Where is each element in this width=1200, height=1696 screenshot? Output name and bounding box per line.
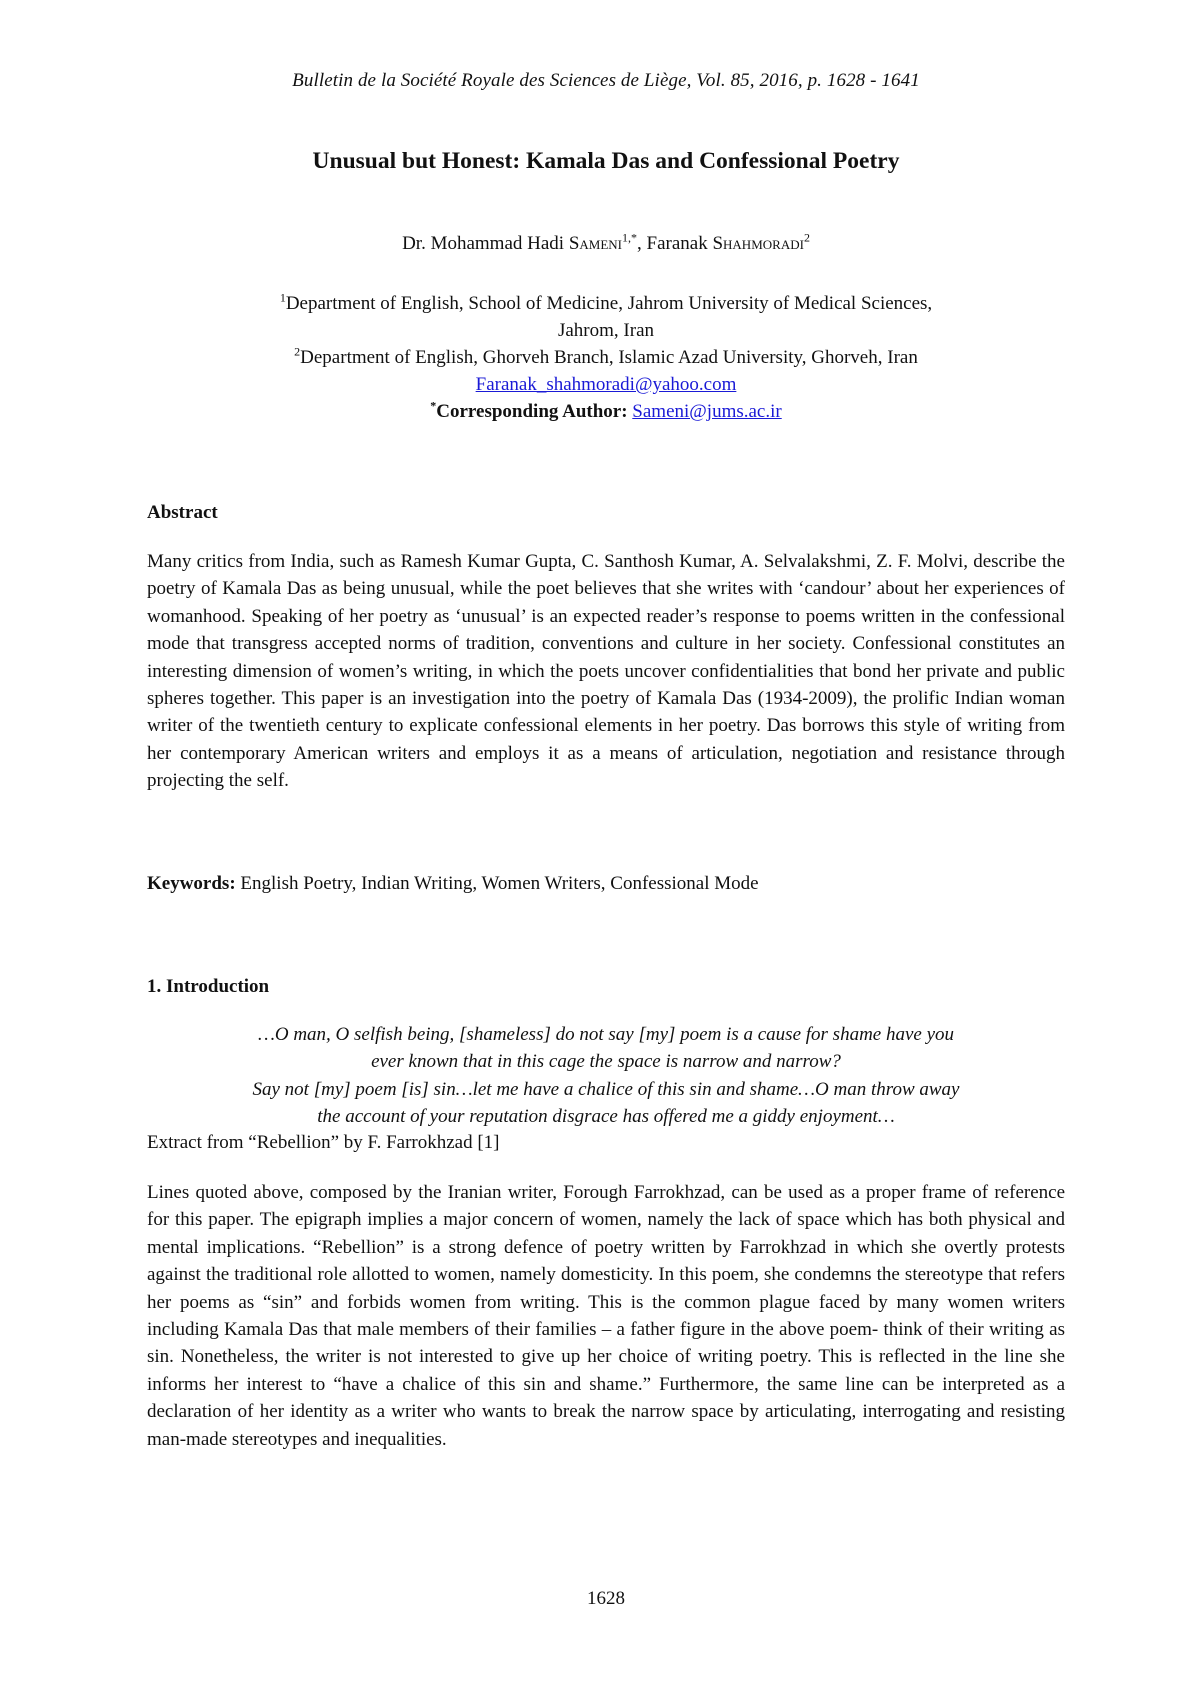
paper-title: Unusual but Honest: Kamala Das and Confessional Poetry [312,148,900,174]
paper-page [147,0,1065,1696]
author1-surname: Sameni [568,233,623,254]
epigraph-line-4: the account of your reputation disgrace has offered me a giddy enjoyment… [317,1106,895,1128]
affiliations [147,290,1065,425]
keywords [147,873,1065,895]
affiliation-1 [147,290,1065,317]
affiliation-2-mark: 2 [294,344,301,359]
affiliation-1-mark: 1 [279,290,286,305]
abstract-heading: Abstract [147,502,218,523]
corresponding-author-label: Corresponding Author: [436,401,628,422]
affiliation-1-line2: Jahrom, Iran [557,320,655,341]
abstract-text: Many critics from India, such as Ramesh Kumar Gupta, C. Santhosh Kumar, A. Selvalakshmi, Z. F. Molvi, describe the poetry of Kamala Das as being unusual, while the poet believes that she writes with ‘candour’ about her experiences of womanhood. Speaking of her poetry as ‘unusual’ is an expected reader’s response to poems written in the confessional mode that transgress accepted norms of tradition, conventions and culture in her society. Confessional constitutes an interesting dimension of women’s writing, in which the poets uncover confidentialities that bond her private and public spheres together. This paper is an investigation into the poetry of Kamala Das (1934-2009), the prolific Indian woman writer of the twentieth century to explicate confessional elements in her poetry. Das borrows this style of writing from her contemporary American writers and employs it as a means of articulation, negotiation and resistance through projecting the self. [147,551,1065,792]
epigraph-line-3: Say not [my] poem [is] sin…let me have a chalice of this sin and shame…O man throw away [252,1078,960,1100]
corresponding-author [147,398,1065,425]
affiliation-2-text: Department of English, Ghorveh Branch, Islamic Azad University, Ghorveh, Iran [300,347,918,368]
author2-affiliation-mark: 2 [803,230,810,245]
author2-surname: Shahmoradi [712,233,804,254]
author2-email-link[interactable]: Faranak_shahmoradi@yahoo.com [475,374,737,395]
affiliation-1-line1: Department of English, School of Medicine, Jahrom University of Medical Sciences, [285,293,933,314]
introduction-paragraph: Lines quoted above, composed by the Iranian writer, Forough Farrokhzad, can be used as a proper frame of reference for this paper. The epigraph implies a major concern of women, namely the lack of space which has both physical and mental implications. “Rebellion” is a strong defence of poetry written by Farrokhzad in which she overtly protests against the traditional role allotted to women, namely domesticity. In this poem, she condemns the stereotype that refers her poems as “sin” and forbids women from writing. This is the common plague faced by many women writers including Kamala Das that male members of their families – a father figure in the above poem- think of their writing as sin. Nonetheless, the writer is not interested to give up her choice of writing poetry. This is reflected in the line she informs her interest to “have a chalice of this sin and shame.” Furthermore, the same line can be interpreted as a declaration of her identity as a writer who wants to break the narrow space by articulating, interrogating and resisting man-made stereotypes and inequalities. [147,1182,1065,1450]
author1-affiliation-mark: 1,* [622,230,638,245]
affiliation-2 [147,344,1065,371]
epigraph [147,1021,1065,1131]
corresponding-email-link[interactable]: Sameni@jums.ac.ir [632,401,782,422]
keywords-label: Keywords: [147,873,236,894]
epigraph-line-2: ever known that in this cage the space is narrow and narrow? [371,1051,841,1073]
author-line [147,230,1065,255]
epigraph-source: Extract from “Rebellion” by F. Farrokhzad [1] [147,1132,500,1153]
page-number: 1628 [587,1588,625,1609]
journal-header: Bulletin de la Société Royale des Sciences de Liège, Vol. 85, 2016, p. 1628 - 1641 [292,70,920,91]
keywords-text: English Poetry, Indian Writing, Women Writers, Confessional Mode [235,873,759,894]
author-separator: , Faranak [637,233,713,254]
epigraph-line-1: …O man, O selfish being, [shameless] do not say [my] poem is a cause for shame have you [257,1024,955,1045]
author1-prefix: Dr. Mohammad Hadi [402,233,569,254]
corresponding-mark: * [430,398,437,413]
introduction-heading: 1. Introduction [147,976,270,997]
